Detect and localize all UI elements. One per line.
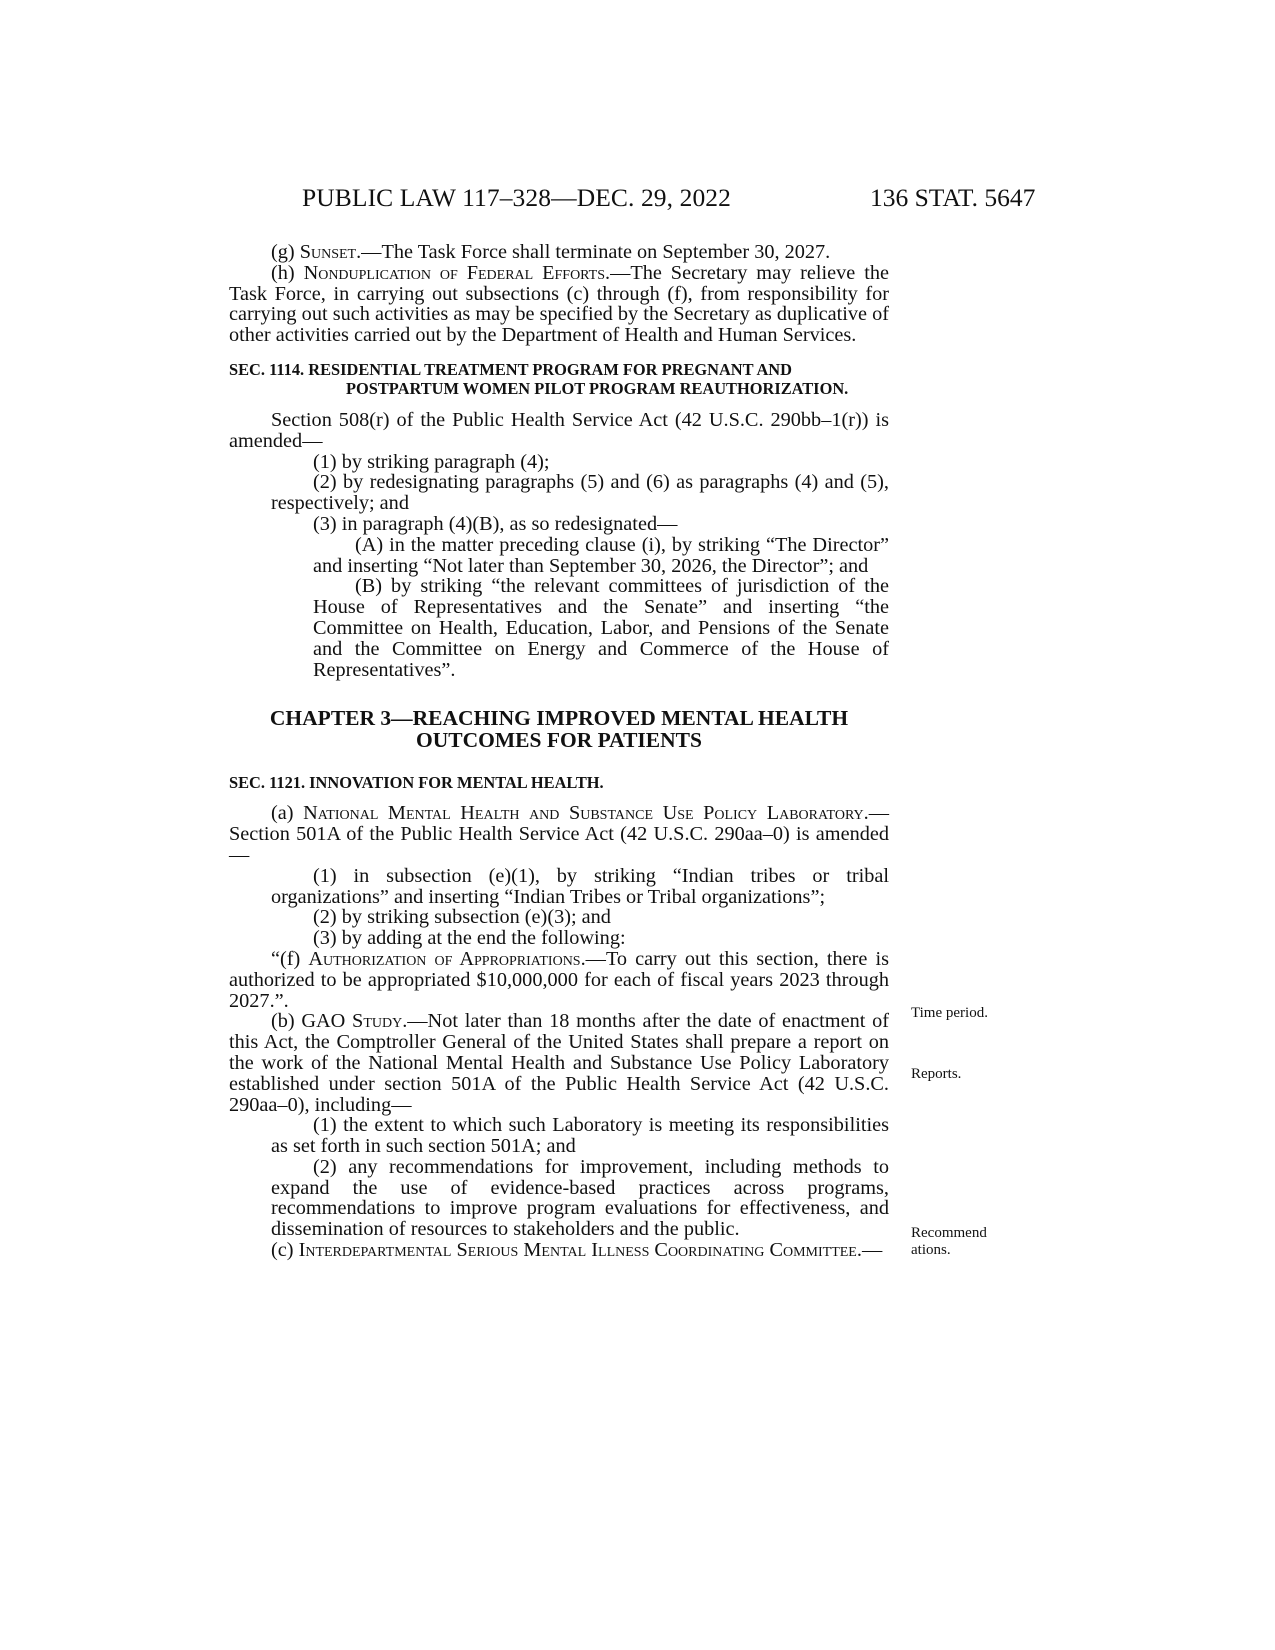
paragraph-h-nonduplication: (h) Nonduplication of Federal Efforts.—The Secretary may relieve the Task Force, in carrying out subsections (c) through (f), from responsibility for carrying out such activities as may be specified by the Secretary as duplicative of other activities carried out by the Department of Health and Human Services.: [229, 261, 889, 347]
section-1114-item-3a: (A) in the matter preceding clause (i), by striking “The Director” and inserting “Not later than September 30, 2026, the Director”; and: [313, 533, 889, 577]
paragraph-f-authorization: “(f) Authorization of Appropriations.—To carry out this section, there is authorized to be appropriated $10,000,000 for each of fiscal years 2023 through 2027.”.: [229, 947, 889, 1012]
section-1114-intro: Section 508(r) of the Public Health Service Act (42 U.S.C. 290bb–1(r)) is amended—: [229, 408, 889, 452]
paragraph-a-item-1: (1) in subsection (e)(1), by striking “Indian tribes or tribal organizations” and inserting “Indian Tribes or Tribal organizations”;: [271, 864, 889, 908]
section-1114-item-2: (2) by redesignating paragraphs (5) and (6) as paragraphs (4) and (5), respectively; and: [271, 471, 889, 515]
subsection-heading: Nonduplication of Federal Efforts: [303, 261, 606, 284]
margin-note-recommendations: Recommendations.: [911, 1225, 987, 1258]
margin-note-reports: Reports.: [911, 1066, 962, 1082]
paragraph-g-sunset: (g) Sunset.—The Task Force shall terminate on September 30, 2027.: [271, 241, 831, 263]
section-1114-item-3: (3) in paragraph (4)(B), as so redesignated—: [313, 512, 678, 535]
statute-page-number: 136 STAT. 5647: [870, 183, 1036, 212]
section-1114-heading: SEC. 1114. RESIDENTIAL TREATMENT PROGRAM FOR PREGNANT AND POSTPARTUM WOMEN PILOT PROGRAM REAUTHORIZATION.: [229, 359, 849, 398]
paragraph-c-coordinating-committee: (c) Interdepartmental Serious Mental Illness Coordinating Committee.—: [271, 1239, 883, 1262]
document-body: [229, 242, 889, 1261]
paragraph-a-item-2: (2) by striking subsection (e)(3); and: [313, 906, 611, 929]
paragraph-b-item-2: (2) any recommendations for improvement, including methods to expand the use of evidence-based practices across programs, recommendations to improve program evaluations for effectiveness, and dissemination of resources to stakeholders and the public.: [271, 1155, 889, 1241]
chapter-3-heading-line-1: CHAPTER 3—REACHING IMPROVED MENTAL HEALTH: [269, 706, 849, 731]
subsection-heading: Sunset: [299, 241, 357, 263]
subsection-heading: GAO Study: [301, 1010, 403, 1033]
margin-note-time-period: Time period.: [911, 1005, 988, 1021]
subsection-heading: Interdepartmental Serious Mental Illness Coordinating Committee: [298, 1239, 857, 1262]
subsection-heading: Authorization of Appropriations: [308, 947, 581, 970]
running-head-title: PUBLIC LAW 117–328—DEC. 29, 2022: [302, 183, 731, 212]
paragraph-a-item-3: (3) by adding at the end the following:: [313, 927, 626, 950]
paragraph-b-gao-study: (b) GAO Study.—Not later than 18 months after the date of enactment of this Act, the Comptroller General of the United States shall prepare a report on the work of the National Mental Health and Substance Use Policy Laboratory established under section 501A of the Public Health Service Act (42 U.S.C. 290aa–0), including—: [229, 1010, 889, 1116]
chapter-3-heading-line-2: OUTCOMES FOR PATIENTS: [416, 727, 702, 752]
section-1114-item-1: (1) by striking paragraph (4);: [313, 450, 550, 473]
paragraph-a-policy-laboratory: (a) National Mental Health and Substance Use Policy Laboratory.—Section 501A of the Public Health Service Act (42 U.S.C. 290aa–0) is amended—: [229, 802, 889, 866]
page-header: [0, 183, 1275, 223]
section-1121-heading: SEC. 1121. INNOVATION FOR MENTAL HEALTH.: [229, 773, 604, 793]
paragraph-b-item-1: (1) the extent to which such Laboratory is meeting its responsibilities as set forth in such section 501A; and: [271, 1114, 889, 1158]
section-1114-item-3b: (B) by striking “the relevant committees of jurisdiction of the House of Representatives and the Senate” and inserting “the Committee on Health, Education, Labor, and Pensions of the Senate and the Committee on Energy and Commerce of the House of Representatives”.: [313, 575, 889, 681]
subsection-heading: National Mental Health and Substance Use Policy Laboratory: [303, 802, 864, 825]
chapter-3-heading: [229, 708, 889, 751]
